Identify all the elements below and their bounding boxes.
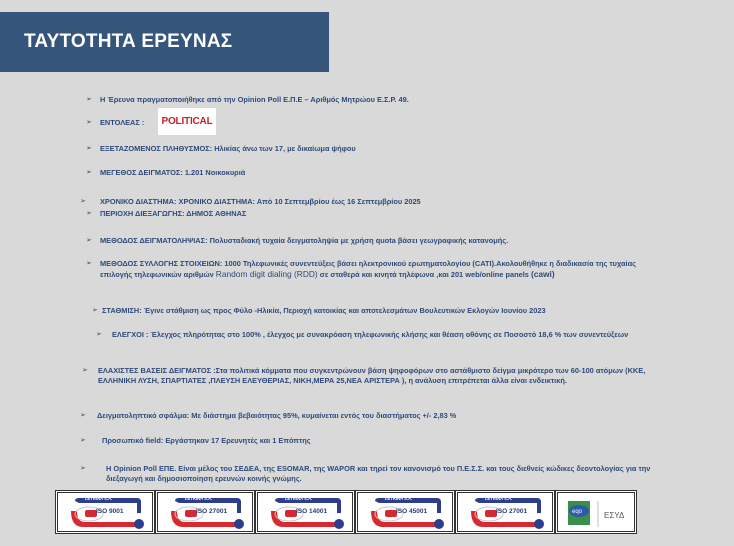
item-text: [100, 259, 642, 280]
arrow-bullet-icon: ➢: [86, 119, 92, 126]
title-banner: [0, 12, 329, 72]
cert-label: ISO 27001: [196, 508, 228, 515]
page-title: ΤΑΥΤΟΤΗΤΑ ΕΡΕΥΝΑΣ: [24, 31, 233, 52]
cert-issuer: LETRINA S.A.: [285, 496, 313, 501]
cert-issuer: LETRINA S.A.: [185, 496, 213, 501]
item-text: ΕΛΕΓΧΟΙ : Έλεγχος πληρότητας στο 100% , έλεγχος με συνακρόαση τηλεφωνικής κλήσης και θέαση οθόνης σε Ποσοστό 18,6 % των συνεντεύξεων: [112, 330, 629, 339]
iso-27001-certificate: [155, 490, 255, 534]
svg-text:ΕΣΥΔ: ΕΣΥΔ: [604, 511, 625, 520]
arrow-bullet-icon: ➢: [80, 465, 86, 472]
certificates-row: [55, 490, 637, 534]
arrow-bullet-icon: ➢: [96, 331, 102, 338]
item-text: ΕΞΕΤΑΖΟΜΕΝΟΣ ΠΛΗΘΥΣΜΟΣ: Ηλικίας άνω των 17, με δικαίωμα ψήφου: [100, 144, 356, 153]
item-text-part: ΜΕΘΟΔΟΣ ΣΥΛΛΟΓΗΣ ΣΤΟΙΧΕΙΩΝ: 1000 Τηλεφωνικές συνεντεύξεις βάσει ηλεκτρονικού ερωτηματολογίου (CATI).Ακολουθήθηκε η διαδικασία της τυχαίας επιλογής τηλεφωνικών αριθμών: [100, 259, 636, 279]
item-text-part: Random digit dialing (RDD): [215, 269, 318, 279]
list-item: [80, 464, 680, 484]
arrow-bullet-icon: ➢: [92, 307, 98, 314]
eqo-certificate: [555, 490, 637, 534]
list-item: [80, 436, 640, 446]
cert-label: ISO 9001: [96, 508, 124, 515]
item-text: ΧΡΟΝΙΚΟ ΔΙΑΣΤΗΜΑ: ΧΡΟΝΙΚΟ ΔΙΑΣΤΗΜΑ: Από 10 Σεπτεμβρίου έως 16 Σεπτεμβρίου 2025: [100, 197, 421, 206]
list-item: [96, 330, 652, 340]
item-text: ΣΤΑΘΜΙΣΗ: Έγινε στάθμιση ως προς Φύλο -Ηλικία, Περιοχή κατοικίας και αποτελεσμάτων Βουλευτικών Εκλογών Ιουνίου 2023: [102, 306, 546, 315]
item-text: ΠΕΡΙΟΧΗ ΔΙΕΞΑΓΩΓΗΣ: ΔΗΜΟΣ ΑΘΗΝΑΣ: [100, 209, 247, 218]
arrow-bullet-icon: ➢: [80, 412, 86, 419]
eqo-logo-icon: [566, 499, 632, 529]
list-item: [82, 366, 658, 386]
item-text-part: σε σταθερά και κινητά τηλέφωνα ,και 201 web/online panels: [317, 270, 531, 279]
item-text: ΜΕΓΕΘΟΣ ΔΕΙΓΜΑΤΟΣ: 1.201 Νοικοκυριά: [100, 168, 246, 177]
list-item: [86, 259, 642, 280]
list-item: [86, 236, 706, 246]
arrow-bullet-icon: ➢: [86, 260, 92, 267]
arrow-bullet-icon: ➢: [86, 145, 92, 152]
cert-label: ISO 27001: [496, 508, 528, 515]
list-item: [86, 95, 646, 105]
item-text: Η Έρευνα πραγματοποιήθηκε από την Opinion Poll Ε.Π.Ε – Αριθμός Μητρώου Ε.Σ.Ρ. 49.: [100, 95, 409, 104]
list-item: [86, 209, 646, 219]
cert-label: ISO 14001: [296, 508, 328, 515]
iso-9001-certificate: [55, 490, 155, 534]
item-text: ΕΝΤΟΛΕΑΣ :: [100, 118, 145, 127]
item-text: Δειγματοληπτικό σφάλμα: Με διάστημα βεβαιότητας 95%, κυμαίνεται εντός του διαστήματος +/- 2,83 %: [97, 411, 457, 420]
list-item: [86, 118, 166, 128]
cert-issuer: LETRINA S.A.: [485, 496, 513, 501]
arrow-bullet-icon: ➢: [86, 169, 92, 176]
iso-27001-certificate-2: [455, 490, 555, 534]
arrow-bullet-icon: ➢: [86, 210, 92, 217]
client-logo-text: POLITICAL: [161, 116, 213, 127]
iso-45001-certificate: [355, 490, 455, 534]
cert-issuer: LETRINA S.A.: [385, 496, 413, 501]
arrow-bullet-icon: ➢: [80, 437, 86, 444]
cert-label: ISO 45001: [396, 508, 428, 515]
item-text: ΜΕΘΟΔΟΣ ΔΕΙΓΜΑΤΟΛΗΨΙΑΣ: Πολυσταδιακή τυχαία δειγματοληψία με χρήση quota βάσει γεωγραφικής κατανομής.: [100, 236, 509, 245]
arrow-bullet-icon: ➢: [82, 367, 88, 374]
arrow-bullet-icon: ➢: [80, 198, 86, 205]
svg-text:eqo: eqo: [572, 509, 583, 515]
cert-issuer: LETRINA S.A.: [85, 496, 113, 501]
item-text: ΕΛΑΧΙΣΤΕΣ ΒΑΣΕΙΣ ΔΕΙΓΜΑΤΟΣ :Στα πολιτικά κόμματα που συγκεντρώνουν βάση ψηφοφόρων στο αστάθμιστο δείγμα μικρότερο των 60-100 ατόμων (ΚΚΕ, ΕΛΛΗΝΙΚΗ ΛΥΣΗ, ΣΠΑΡΤΙΑΤΕΣ ,ΠΛΕΥΣΗ ΕΛΕΥΘΕΡΙΑΣ, ΝΙΚΗ,ΜΕΡΑ 25,ΝΕΑ ΑΡΙΣΤΕΡΑ ), η ανάλυση επιτρέπεται άλλα είναι ενδεικτική.: [98, 366, 646, 385]
arrow-bullet-icon: ➢: [86, 96, 92, 103]
list-item: [92, 306, 712, 316]
item-text: Η Opinion Poll ΕΠΕ. Είναι μέλος του ΣΕΔΕΑ, της ESOMAR, της WAPOR και τηρεί τον κανονισμό του Π.Ε.Σ.Σ. και τους διεθνείς κώδικες δεοντολογίας για την διεξαγωγή και δημοσιοποίηση ερευνών κοινής γνώμης.: [106, 464, 651, 483]
list-item: [86, 168, 646, 178]
list-item: [86, 144, 646, 154]
client-logo: [158, 108, 216, 135]
list-item: [80, 197, 680, 207]
iso-14001-certificate: [255, 490, 355, 534]
item-text: Προσωπικό field: Εργάστηκαν 17 Ερευνητές και 1 Επόπτης: [102, 436, 311, 445]
arrow-bullet-icon: ➢: [86, 237, 92, 244]
list-item: [80, 411, 640, 421]
item-text-part: (cawi): [530, 269, 555, 279]
